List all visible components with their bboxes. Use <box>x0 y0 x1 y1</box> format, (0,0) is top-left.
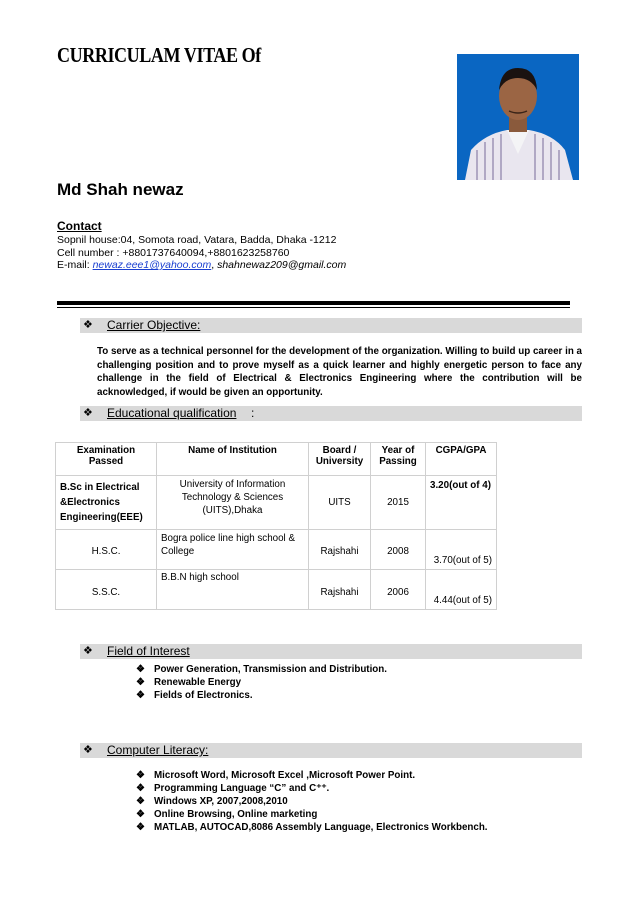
diamond-bullet-icon: ❖ <box>83 407 93 419</box>
education-table <box>55 442 497 610</box>
section-title: Educational qualification <box>107 406 237 420</box>
table-cell: 3.70(out of 5) <box>426 530 497 570</box>
table-cell: 2008 <box>371 530 426 570</box>
candidate-name: Md Shah newaz <box>57 180 184 199</box>
email-label: E-mail: <box>57 259 93 271</box>
table-cell: S.S.C. <box>56 570 157 610</box>
list-item: ❖ Programming Language “C” and C⁺⁺. <box>136 783 330 794</box>
diamond-bullet-icon: ❖ <box>136 664 145 675</box>
section-education-header <box>80 406 582 421</box>
table-header: Board / University <box>309 443 371 476</box>
table-header: Examination Passed <box>56 443 157 476</box>
table-cell: H.S.C. <box>56 530 157 570</box>
list-item: ❖ Microsoft Word, Microsoft Excel ,Microsoft Power Point. <box>136 770 416 781</box>
table-cell: B.Sc in Electrical &Electronics Engineering(EEE) <box>56 476 157 530</box>
email-link-yahoo[interactable]: newaz.eee1@yahoo.com <box>92 259 212 271</box>
diamond-bullet-icon: ❖ <box>136 677 145 688</box>
section-title: Carrier Objective: <box>107 318 201 332</box>
table-cell: Bogra police line high school & College <box>157 530 309 570</box>
section-interest-header <box>80 644 582 659</box>
table-header: Name of Institution <box>157 443 309 476</box>
diamond-bullet-icon: ❖ <box>136 809 145 820</box>
table-cell: 3.20(out of 4) <box>426 476 497 530</box>
contact-email <box>57 259 346 271</box>
diamond-bullet-icon: ❖ <box>83 319 93 331</box>
computer-list <box>136 770 488 835</box>
table-cell: UITS <box>309 476 371 530</box>
objective-text: To serve as a technical personnel for the development of the organization. Willing to build up career in a challenging position and to prove myself as a quick learner and highly energetic person to face any challenge in the field of Electrical & Electronics Engineering where the contribution will be acknowledged, if would be given an opportunity. <box>97 346 582 398</box>
table-cell: B.B.N high school <box>157 570 309 610</box>
table-cell: Rajshahi <box>309 530 371 570</box>
table-cell: Rajshahi <box>309 570 371 610</box>
section-computer-header <box>80 743 582 758</box>
contact-cell: Cell number : +8801737640094,+8801623258760 <box>57 247 290 259</box>
table-row <box>56 530 497 570</box>
section-title: Field of Interest <box>107 644 190 658</box>
table-row <box>56 476 497 530</box>
diamond-bullet-icon: ❖ <box>136 822 145 833</box>
list-item: ❖ Windows XP, 2007,2008,2010 <box>136 796 288 807</box>
diamond-bullet-icon: ❖ <box>83 744 93 756</box>
table-cell: 2015 <box>371 476 426 530</box>
section-title-colon: : <box>251 406 255 420</box>
profile-photo <box>457 54 579 180</box>
contact-heading: Contact <box>57 219 102 233</box>
interest-list <box>136 664 387 703</box>
list-item: ❖ Online Browsing, Online marketing <box>136 809 318 820</box>
table-header: CGPA/GPA <box>426 443 497 476</box>
section-title: Computer Literacy: <box>107 743 209 757</box>
table-header: Year of Passing <box>371 443 426 476</box>
diamond-bullet-icon: ❖ <box>136 690 145 701</box>
list-item: ❖ Renewable Energy <box>136 677 242 688</box>
contact-address: Sopnil house:04, Somota road, Vatara, Badda, Dhaka -1212 <box>57 234 337 246</box>
table-row <box>56 570 497 610</box>
section-objective-header <box>80 318 582 333</box>
list-item: ❖ MATLAB, AUTOCAD,8086 Assembly Language, Electronics Workbench. <box>136 822 488 833</box>
cv-title: CURRICULAM VITAE Of <box>57 43 261 67</box>
table-cell: University of Information Technology & Sciences (UITS),Dhaka <box>157 476 309 530</box>
list-item: ❖ Power Generation, Transmission and Distribution. <box>136 664 387 675</box>
table-header-row <box>56 443 497 476</box>
diamond-bullet-icon: ❖ <box>136 796 145 807</box>
diamond-bullet-icon: ❖ <box>136 783 145 794</box>
table-cell: 4.44(out of 5) <box>426 570 497 610</box>
diamond-bullet-icon: ❖ <box>136 770 145 781</box>
email-separator: , <box>211 259 218 271</box>
divider-thin <box>57 307 570 308</box>
diamond-bullet-icon: ❖ <box>83 645 93 657</box>
email-gmail: shahnewaz209@gmail.com <box>217 259 347 271</box>
table-cell: 2006 <box>371 570 426 610</box>
divider-thick <box>57 301 570 305</box>
list-item: ❖ Fields of Electronics. <box>136 690 253 701</box>
